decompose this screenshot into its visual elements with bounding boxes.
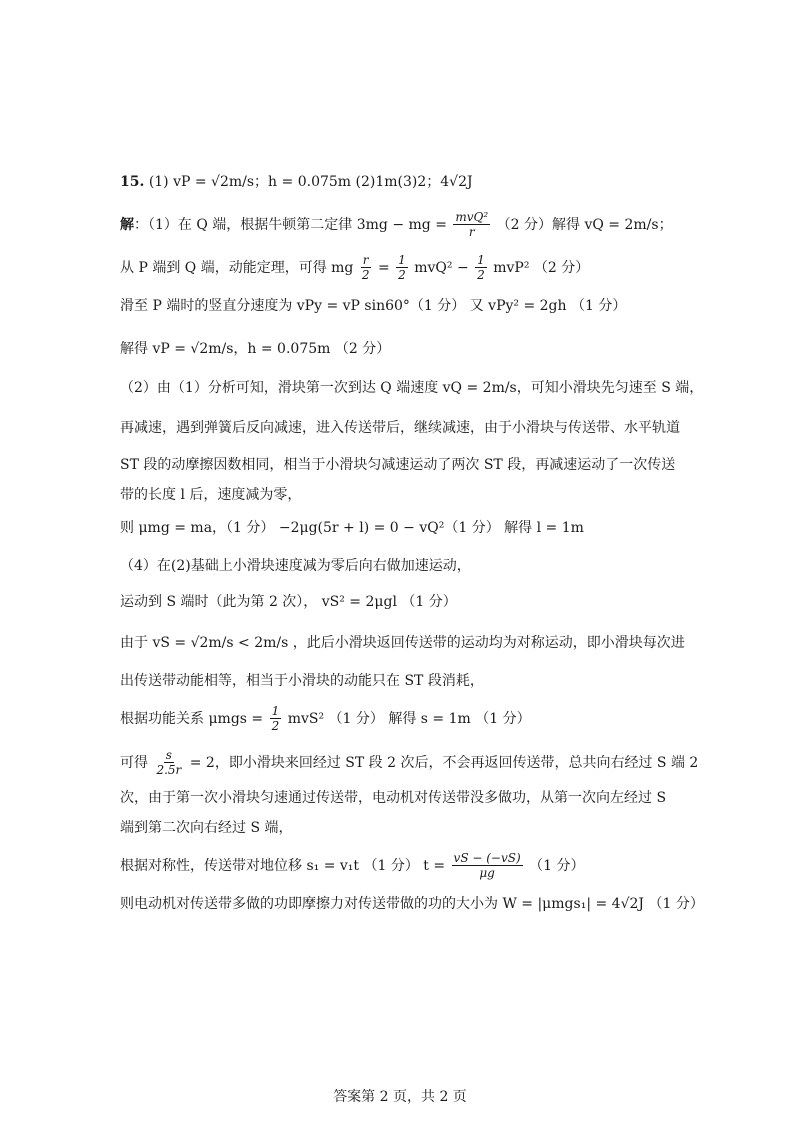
numerator: vS − (−vS) bbox=[453, 851, 521, 865]
denominator: r bbox=[468, 225, 475, 239]
denominator: μg bbox=[479, 866, 495, 880]
question-number: 15. bbox=[120, 174, 145, 190]
solution-line-18 bbox=[120, 852, 584, 880]
denominator: 2 bbox=[361, 268, 370, 282]
text: mvS² （1 分） 解得 s = 1m （1 分） bbox=[287, 711, 531, 727]
solution-line-3: 滑至 P 端时的竖直分速度为 vPy = vP sin60°（1 分） 又 vPy² = 2gh （1 分） bbox=[120, 298, 627, 314]
numerator: 1 bbox=[271, 704, 280, 718]
fraction bbox=[396, 254, 408, 282]
fraction bbox=[270, 705, 282, 733]
denominator: 2 bbox=[477, 268, 485, 282]
solution-line-2 bbox=[120, 254, 589, 282]
solution-line-19: 则电动机对传送带多做的功即摩擦力对传送带做的功的大小为 W = |μmgs₁| = 4√2J （1 分） bbox=[120, 896, 704, 912]
denominator: 2.5r bbox=[156, 763, 182, 777]
fraction bbox=[154, 749, 183, 777]
text: = bbox=[377, 260, 395, 276]
denominator: 2 bbox=[271, 719, 280, 733]
solution-line-8: 带的长度 l 后，速度减为零， bbox=[120, 487, 302, 503]
solution-line-1 bbox=[120, 211, 673, 239]
fraction bbox=[360, 254, 372, 282]
solution-line-7: ST 段的动摩擦因数相同，相当于小滑块匀减速运动了两次 ST 段，再减速运动了一次传送 bbox=[120, 457, 676, 473]
page-footer: 答案第 2 页，共 2 页 bbox=[333, 1089, 467, 1105]
numerator: 1 bbox=[477, 253, 485, 267]
solution-label: 解 bbox=[120, 217, 134, 233]
numerator: r bbox=[362, 253, 369, 267]
fraction bbox=[475, 254, 487, 282]
solution-line-9: 则 μmg = ma，（1 分） −2μg(5r + l) = 0 − vQ²（1 分） 解得 l = 1m bbox=[120, 520, 584, 536]
denominator: 2 bbox=[398, 268, 406, 282]
numerator: 1 bbox=[398, 253, 406, 267]
answer-heading bbox=[120, 172, 473, 192]
text: mvP² （2 分） bbox=[493, 260, 590, 276]
solution-line-15 bbox=[120, 749, 698, 777]
solution-line-12: 由于 vS = √2m/s < 2m/s ，此后小滑块返回传送带的运动均为对称运动，即小滑块每次进 bbox=[120, 635, 685, 651]
text: 根据对称性，传送带对地位移 s₁ = v₁t （1 分） t = bbox=[120, 858, 450, 874]
text: （1 分） bbox=[529, 858, 585, 874]
solution-line-14 bbox=[120, 705, 531, 733]
solution-line-4: 解得 vP = √2m/s，h = 0.075m （2 分） bbox=[120, 341, 391, 357]
solution-line-5: （2）由（1）分析可知，滑块第一次到达 Q 端速度 vQ = 2m/s，可知小滑块先匀速至 S 端， bbox=[120, 380, 704, 396]
solution-line-6: 再减速，遇到弹簧后反向减速，进入传送带后，继续减速，由于小滑块与传送带、水平轨道 bbox=[120, 420, 680, 436]
text: ：（1）在 Q 端，根据牛顿第二定律 3mg − mg = bbox=[134, 217, 452, 233]
text: 从 P 端到 Q 端，动能定理，可得 mg bbox=[120, 260, 358, 276]
numerator: mvQ² bbox=[455, 210, 489, 224]
text: （2 分）解得 vQ = 2m/s； bbox=[496, 217, 673, 233]
numerator: s bbox=[165, 748, 172, 762]
text: 可得 bbox=[120, 755, 153, 771]
solution-line-16: 次，由于第一次小滑块匀速通过传送带，电动机对传送带没多做功，从第一次向左经过 S bbox=[120, 790, 667, 806]
answer-summary: (1) vP = √2m/s；h = 0.075m (2)1m(3)2；4√2J bbox=[148, 174, 473, 190]
solution-line-10: （4）在(2)基础上小滑块速度减为零后向右做加速运动， bbox=[120, 558, 471, 574]
fraction bbox=[453, 211, 490, 239]
solution-line-11: 运动到 S 端时（此为第 2 次）， vS² = 2μgl （1 分） bbox=[120, 594, 457, 610]
text: = 2，即小滑块来回经过 ST 段 2 次后，不会再返回传送带，总共向右经过 S 端 2 bbox=[189, 755, 699, 771]
text: 根据功能关系 μmgs = bbox=[120, 711, 268, 727]
fraction bbox=[452, 852, 523, 880]
solution-line-17: 端到第二次向右经过 S 端， bbox=[120, 820, 293, 836]
text: mvQ² − bbox=[414, 260, 474, 276]
solution-line-13: 出传送带动能相等，相当于小滑块的动能只在 ST 段消耗， bbox=[120, 673, 484, 689]
